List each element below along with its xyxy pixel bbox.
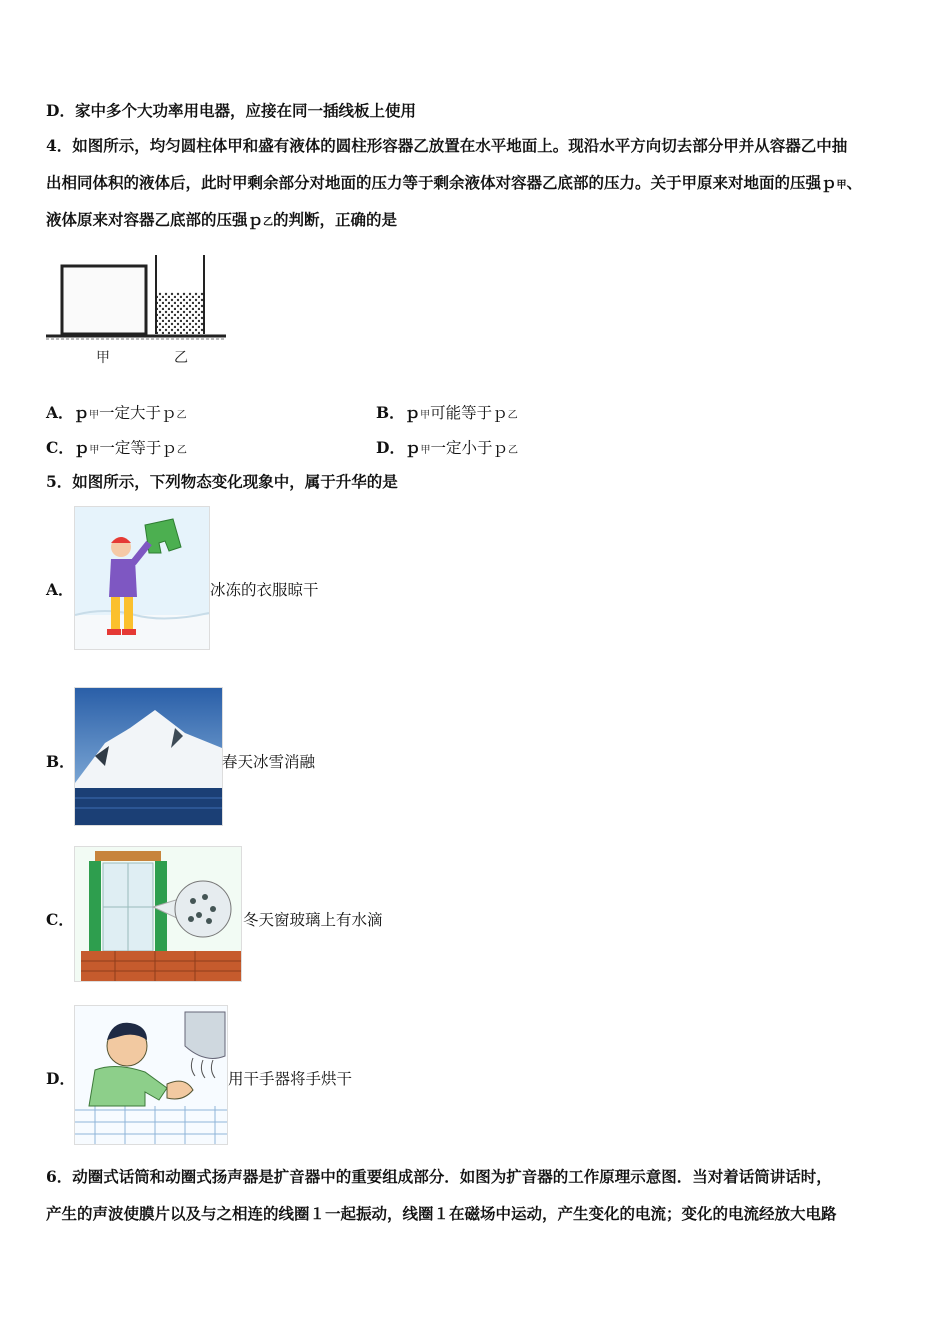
q4-option-c[interactable] — [46, 437, 187, 462]
q5-c-letter[interactable]: C． — [46, 910, 74, 929]
q4-d-text: 一定小于ｐ — [430, 439, 508, 457]
q4-line3-text-a: 液体原来对容器乙底部的压强ｐ — [46, 210, 264, 229]
q4-figure — [44, 250, 234, 375]
q5-b-letter[interactable]: B． — [46, 752, 75, 771]
q4-c-letter: C．ｐ — [46, 438, 90, 457]
q4-a-sub2: 乙 — [176, 410, 187, 421]
q4-line2-text: 出相同体积的液体后，此时甲剩余部分对地面的压力等于剩余液体对容器乙底部的压力。关于甲原来对地面的压强ｐ — [46, 173, 837, 192]
q4-b-letter: B．ｐ — [376, 403, 421, 422]
q5-a-caption: 冰冻的衣服晾干 — [210, 581, 319, 599]
q4-c-text: 一定等于ｐ — [99, 439, 177, 457]
q4-a-sub1: 甲 — [89, 410, 100, 421]
q6-stem-line2: 产生的声波使膜片以及与之相连的线圈１一起振动，线圈１在磁场中运动，产生变化的电流；变化的电流经放大电路 — [46, 1204, 837, 1223]
q5-d-caption: 用干手器将手烘干 — [228, 1070, 353, 1088]
q4-option-d[interactable] — [376, 437, 518, 462]
q4-a-text: 一定大于ｐ — [99, 404, 177, 422]
q4-c-sub2: 乙 — [176, 445, 187, 456]
q4-d-letter: D．ｐ — [376, 438, 421, 457]
label-yi: 乙 — [174, 350, 188, 366]
cylinder-jia — [62, 266, 146, 334]
q4-stem-line3 — [46, 209, 397, 234]
hand-dryer-image — [74, 1005, 228, 1145]
q4-b-text: 可能等于ｐ — [430, 404, 508, 422]
melting-snow-image — [74, 687, 223, 826]
q4-b-sub2: 乙 — [507, 410, 518, 421]
q6-stem-line1: 6．动圈式话筒和动圈式扬声器是扩音器中的重要组成部分．如图为扩音器的工作原理示意图．当对着话筒讲话时， — [46, 1167, 832, 1186]
window-droplets-image — [74, 846, 242, 982]
q4-d-sub1: 甲 — [420, 445, 431, 456]
liquid-yi — [157, 292, 203, 334]
q4-c-sub1: 甲 — [89, 445, 100, 456]
q4-option-a[interactable] — [46, 402, 187, 427]
q5-c-caption: 冬天窗玻璃上有水滴 — [243, 911, 383, 929]
q4-line3-text-b: 的判断，正确的是 — [273, 210, 398, 229]
q4-line2-sub: 甲 — [836, 180, 847, 191]
q4-a-letter: A．ｐ — [46, 403, 90, 422]
frozen-clothes-image — [74, 506, 210, 650]
q4-d-sub2: 乙 — [507, 445, 518, 456]
q3-option-d: D．家中多个大功率用电器，应接在同一插线板上使用 — [46, 101, 416, 120]
q5-stem: 5．如图所示，下列物态变化现象中，属于升华的是 — [46, 472, 398, 491]
label-jia: 甲 — [96, 350, 110, 366]
q4-stem-line1: 4．如图所示，均匀圆柱体甲和盛有液体的圆柱形容器乙放置在水平地面上。现沿水平方向切去部分甲并从容器乙中抽 — [46, 136, 848, 155]
q5-b-caption: 春天冰雪消融 — [222, 753, 316, 771]
q4-option-b[interactable] — [376, 402, 518, 427]
q4-b-sub1: 甲 — [420, 410, 431, 421]
q4-line2-end: 、 — [846, 173, 863, 192]
q4-line3-sub: 乙 — [263, 217, 274, 228]
q5-d-letter[interactable]: D． — [46, 1069, 75, 1088]
q5-a-letter[interactable]: A． — [46, 580, 74, 599]
q4-stem-line2 — [46, 172, 862, 197]
